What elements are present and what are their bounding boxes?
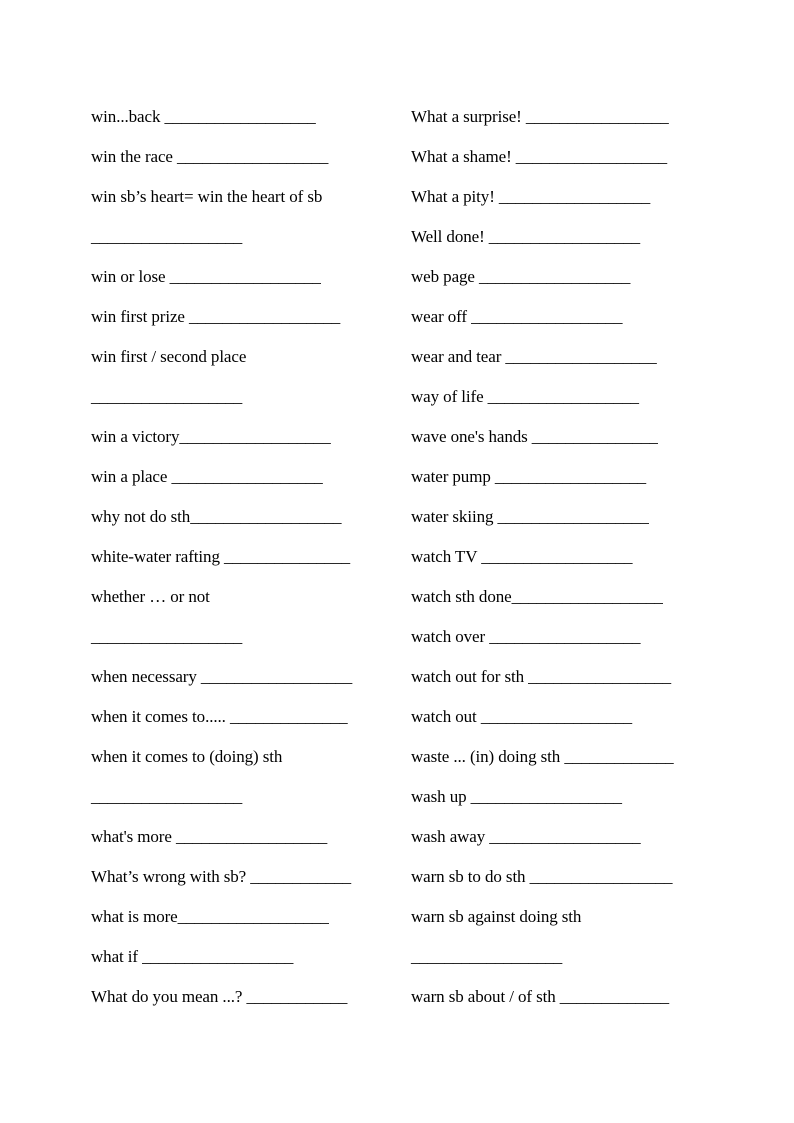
- phrase-line: whether … or not: [91, 587, 210, 606]
- phrase-line: watch out for sth _________________: [411, 667, 671, 686]
- phrase-line: wear off __________________: [411, 307, 623, 326]
- phrase-line: warn sb against doing sth: [411, 907, 582, 926]
- phrase-line: win a place __________________: [91, 467, 323, 486]
- right-column: [411, 99, 711, 1019]
- phrase-line: white-water rafting _______________: [91, 547, 350, 566]
- answer-blank: __________________: [91, 387, 243, 406]
- phrase-line: What a shame! __________________: [411, 147, 668, 166]
- phrase-line: warn sb to do sth _________________: [411, 867, 673, 886]
- phrase-line: warn sb about / of sth _____________: [411, 987, 669, 1006]
- phrase-line: watch sth done__________________: [411, 587, 663, 606]
- phrase-line: wash away __________________: [411, 827, 641, 846]
- phrase-line: What a pity! __________________: [411, 187, 651, 206]
- phrase-line: wear and tear __________________: [411, 347, 657, 366]
- phrase-line: when necessary __________________: [91, 667, 353, 686]
- phrase-line: watch over __________________: [411, 627, 641, 646]
- phrase-line: what's more __________________: [91, 827, 328, 846]
- phrase-line: win a victory__________________: [91, 427, 331, 446]
- phrase-line: wave one's hands _______________: [411, 427, 658, 446]
- phrase-line: water pump __________________: [411, 467, 647, 486]
- phrase-line: win...back __________________: [91, 107, 316, 126]
- phrase-line: water skiing __________________: [411, 507, 649, 526]
- phrase-line: what if __________________: [91, 947, 294, 966]
- phrase-line: What a surprise! _________________: [411, 107, 669, 126]
- phrase-line: when it comes to (doing) sth: [91, 747, 283, 766]
- phrase-line: win first prize __________________: [91, 307, 341, 326]
- phrase-line: why not do sth__________________: [91, 507, 342, 526]
- phrase-line: win sb’s heart= win the heart of sb: [91, 187, 323, 206]
- phrase-line: win the race __________________: [91, 147, 329, 166]
- phrase-line: What do you mean ...? ____________: [91, 987, 348, 1006]
- left-column: [91, 99, 391, 1019]
- answer-blank: __________________: [91, 627, 243, 646]
- phrase-line: web page __________________: [411, 267, 631, 286]
- phrase-line: wash up __________________: [411, 787, 622, 806]
- answer-blank: __________________: [411, 947, 563, 966]
- phrase-line: What’s wrong with sb? ____________: [91, 867, 352, 886]
- phrase-line: waste ... (in) doing sth _____________: [411, 747, 674, 766]
- phrase-line: what is more__________________: [91, 907, 329, 926]
- phrase-line: watch TV __________________: [411, 547, 633, 566]
- phrase-line: watch out __________________: [411, 707, 633, 726]
- phrase-line: win first / second place: [91, 347, 247, 366]
- phrase-line: way of life __________________: [411, 387, 639, 406]
- answer-blank: __________________: [91, 227, 243, 246]
- phrase-line: Well done! __________________: [411, 227, 640, 246]
- phrase-line: win or lose __________________: [91, 267, 321, 286]
- answer-blank: __________________: [91, 787, 243, 806]
- phrase-line: when it comes to..... ______________: [91, 707, 348, 726]
